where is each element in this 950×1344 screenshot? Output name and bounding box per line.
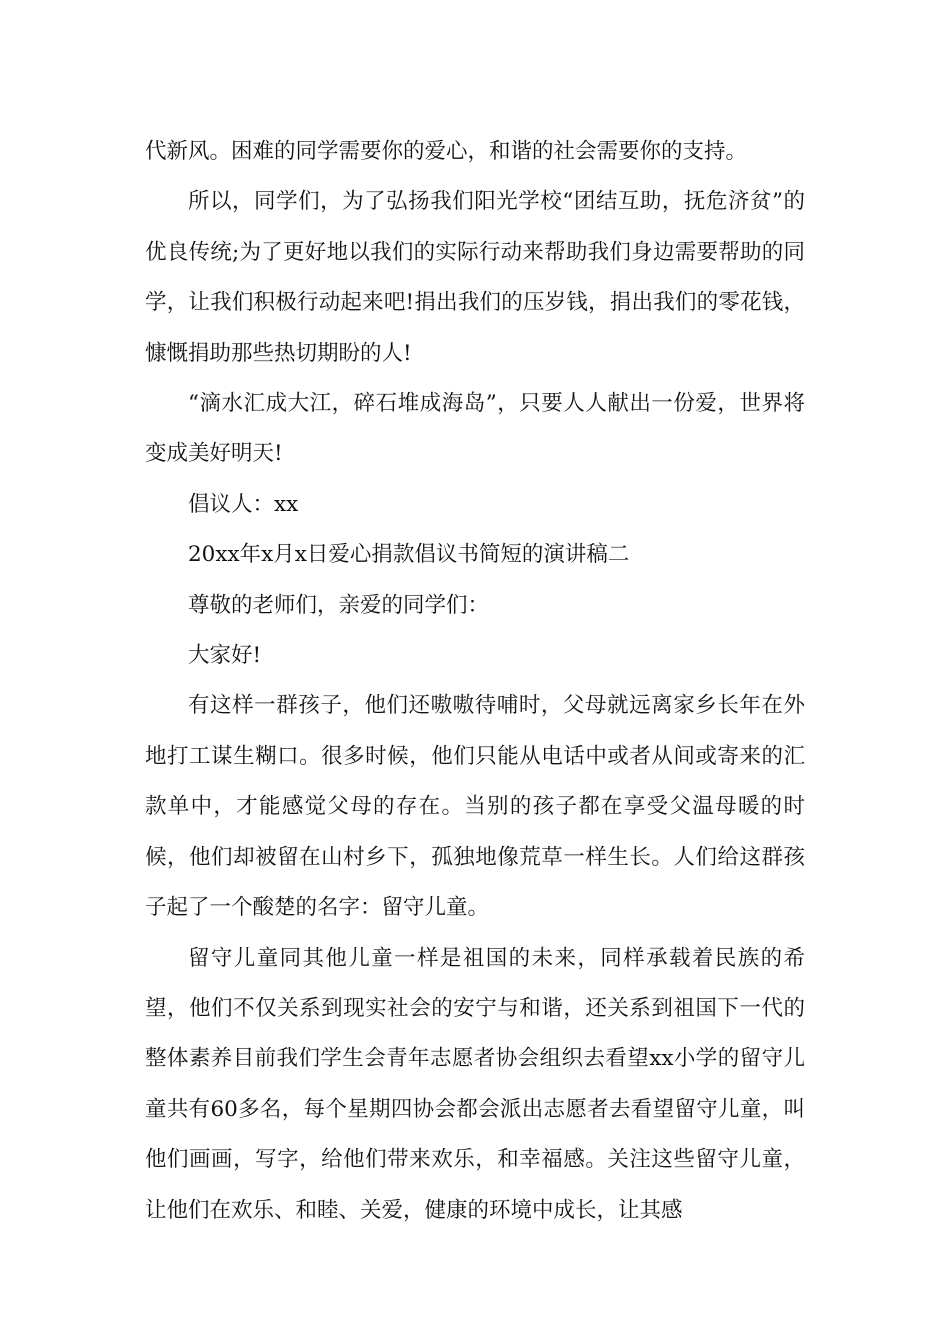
paragraph-8: 有这样一群孩子，他们还嗷嗷待哺时，父母就远离家乡长年在外地打工谋生糊口。很多时候，他们只能从电话中或者从间或寄来的汇款单中，才能感觉父母的存在。当别的孩子都在享受父温母暖的时候，他们却被留在山村乡下，孤独地像荒草一样生长。人们给这群孩子起了一个酸楚的名字：留守儿童。 [145,693,805,921]
paragraph-1: 代新风。困难的同学需要你的爱心，和谐的社会需要你的支持。 [145,139,748,164]
paragraph-6: 尊敬的老师们，亲爱的同学们： [188,592,490,618]
paragraph-3: “滴水汇成大江，碎石堆成海岛”，只要人人献出一份爱，世界将变成美好明天! [145,391,805,467]
document-body [145,127,805,1236]
paragraph-5: 20xx年x月x日爱心捐款倡议书简短的演讲稿二 [188,542,630,568]
paragraph-7: 大家好! [188,643,262,669]
paragraph-9: 留守儿童同其他儿童一样是祖国的未来，同样承载着民族的希望，他们不仅关系到现实社会的安宁与和谐，还关系到祖国下一代的整体素养目前我们学生会青年志愿者协会组织去看望xx小学的留守儿童共有60多名，每个星期四协会都会派出志愿者去看望留守儿童，叫他们画画，写字，给他们带来欢乐，和幸福感。关注这些留守儿童，让他们在欢乐、和睦、关爱，健康的环境中成长，让其感 [145,945,805,1223]
paragraph-4: 倡议人：xx [188,491,299,517]
paragraph-2: 所以，同学们，为了弘扬我们阳光学校“团结互助，抚危济贫”的优良传统;为了更好地以我们的实际行动来帮助我们身边需要帮助的同学，让我们积极行动起来吧!捐出我们的压岁钱，捐出我们的零花钱，慷慨捐助那些热切期盼的人! [145,189,805,366]
